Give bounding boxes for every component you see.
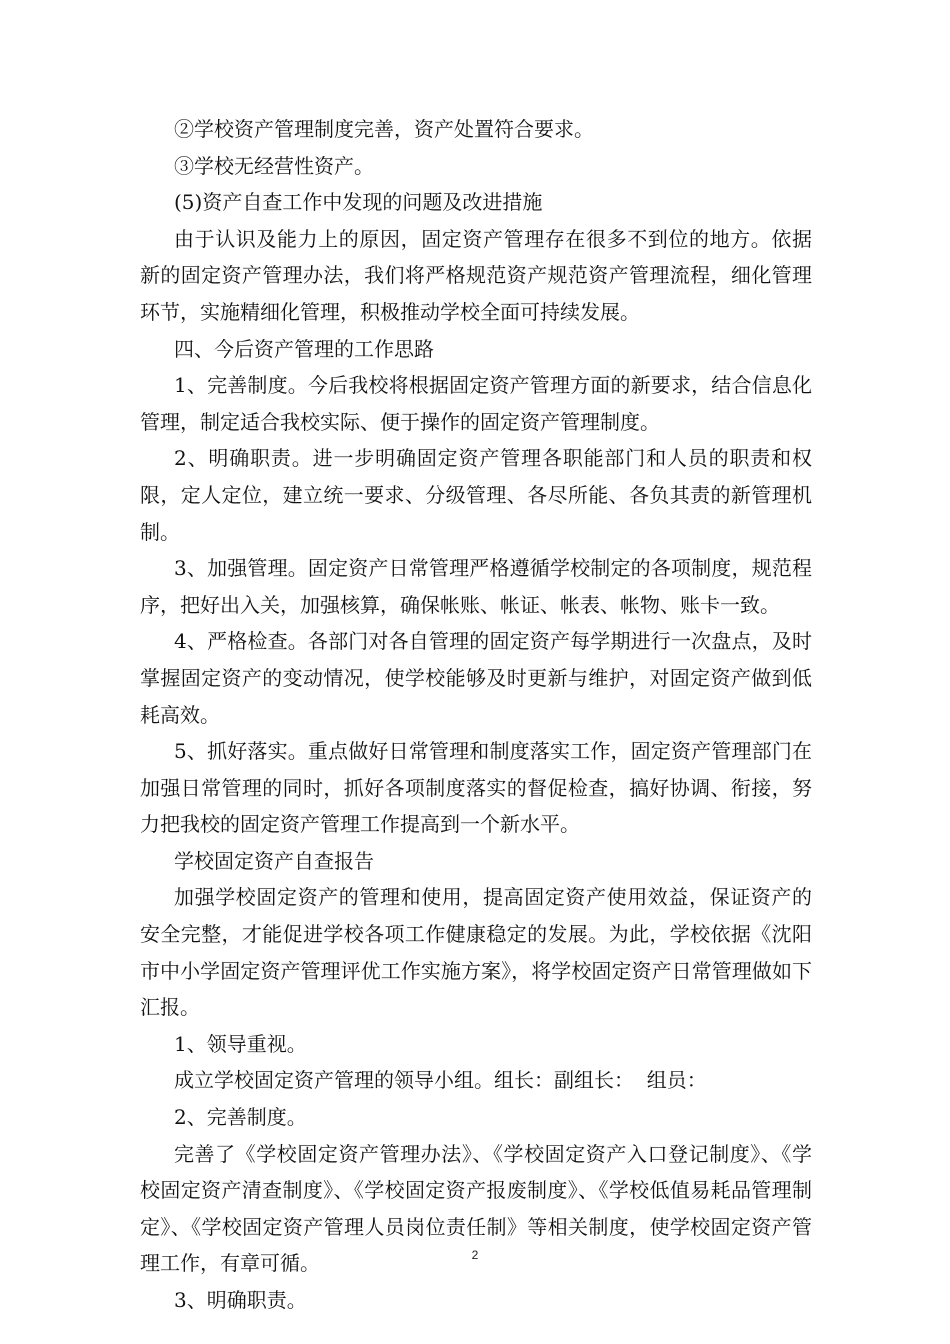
paragraph-clarify-duties: 2、明确职责。进一步明确固定资产管理各职能部门和人员的职责和权限，定人定位，建立统一要求、分级管理、各尽所能、各负其责的新管理机制。 [140,446,812,544]
paragraph-report-intro: 加强学校固定资产的管理和使用，提高固定资产使用效益，保证资产的安全完整，才能促进学校各项工作健康稳定的发展。为此，学校依据《沈阳市中小学固定资产管理评优工作实施方案》，将学校固定资产日常管理做如下汇报。 [140,885,812,1020]
page-number: 2 [471,1248,479,1262]
paragraph-leading-group: 成立学校固定资产管理的领导小组。组长：副组长： 组员： [174,1068,707,1093]
paragraph-rules-list: 完善了《学校固定资产管理办法》、《学校固定资产入口登记制度》、《学校固定资产清查制度》、《学校固定资产报废制度》、《学校低值易耗品管理制定》、《学校固定资产管理人员岗位责任制》等相关制度，使学校固定资产管理工作，有章可循。 [140,1141,812,1276]
paragraph-strict-inspection: 4、严格检查。各部门对各自管理的固定资产每学期进行一次盘点，及时掌握固定资产的变动情况，使学校能够及时更新与维护，对固定资产做到低耗高效。 [140,629,812,727]
document-body [140,111,812,1319]
paragraph-clarify-duties-heading: 3、明确职责。 [174,1288,307,1312]
paragraph-no-operating-assets: ③学校无经营性资产。 [174,153,374,178]
paragraph-improve-system-heading: 2、完善制度。 [174,1105,307,1130]
paragraph-leadership: 1、领导重视。 [174,1031,307,1056]
section-heading-future-ideas: 四、今后资产管理的工作思路 [174,336,434,361]
paragraph-problems-body: 由于认识及能力上的原因，固定资产管理存在很多不到位的地方。依据新的固定资产管理办法，我们将严格规范资产规范资产管理流程，细化管理环节，实施精细化管理，积极推动学校全面可持续发展。 [140,226,812,324]
report-title: 学校固定资产自查报告 [174,848,374,873]
paragraph-implementation: 5、抓好落实。重点做好日常管理和制度落实工作，固定资产管理部门在加强日常管理的同时，抓好各项制度落实的督促检查，搞好协调、衔接，努力把我校的固定资产管理工作提高到一个新水平。 [140,739,812,837]
paragraph-strengthen-management: 3、加强管理。固定资产日常管理严格遵循学校制定的各项制度，规范程序，把好出入关，加强核算，确保帐账、帐证、帐表、帐物、账卡一致。 [140,556,812,617]
paragraph-problems-heading: (5)资产自查工作中发现的问题及改进措施 [174,190,543,215]
paragraph-improve-system: 1、完善制度。今后我校将根据固定资产管理方面的新要求，结合信息化管理，制定适合我校实际、便于操作的固定资产管理制度。 [140,373,812,434]
paragraph-asset-system: ②学校资产管理制度完善，资产处置符合要求。 [174,117,594,141]
